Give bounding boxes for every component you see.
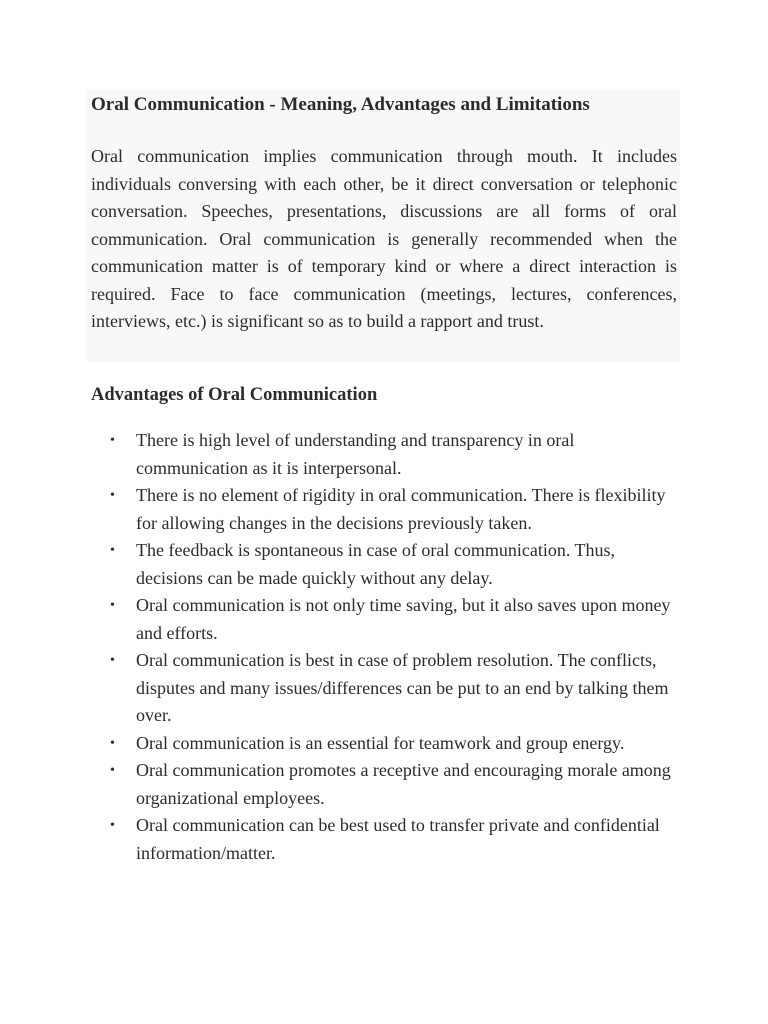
document-title: Oral Communication - Meaning, Advantages and Limitations [91,94,590,115]
advantage-text: Oral communication promotes a receptive and encouraging morale among organizational employees. [136,760,671,808]
intro-paragraph: Oral communication implies communication through mouth. It includes individuals conversing with each other, be it direct conversation or telephonic conversation. Speeches, presentations, discussions are all forms of oral communication. Oral communication is generally recommended when the communication matter is of temporary kind or where a direct interaction is required. Face to face communication (meetings, lectures, conferences, interviews, etc.) is significant so as to build a rapport and trust. [91,146,677,331]
advantage-text: Oral communication is an essential for teamwork and group energy. [136,732,625,753]
advantage-text: There is high level of understanding and transparency in oral communication as it is interpersonal. [136,430,575,478]
advantage-text: Oral communication is not only time saving, but it also saves upon money and efforts. [136,595,671,643]
advantages-heading: Advantages of Oral Communication [91,385,378,405]
advantage-item [106,812,676,867]
advantage-item [106,537,676,592]
bullet-icon: • [110,598,115,613]
advantage-item [106,647,676,730]
advantage-item [106,482,676,537]
bullet-icon: • [110,735,115,751]
bullet-icon: • [110,653,115,668]
advantage-item [106,592,676,647]
advantage-item [106,427,676,482]
advantage-text: There is no element of rigidity in oral communication. There is flexibility for allowing changes in the decisions previously taken. [136,485,666,533]
advantage-item [106,730,676,758]
advantage-text: Oral communication is best in case of problem resolution. The conflicts, disputes and many issues/differences can be put to an end by talking them over. [136,650,669,725]
advantage-text: The feedback is spontaneous in case of oral communication. Thus, decisions can be made quickly without any delay. [136,540,616,588]
advantage-text: Oral communication can be best used to transfer private and confidential information/matter. [136,815,660,863]
bullet-icon: • [110,488,115,503]
bullet-icon: • [110,763,115,778]
advantages-list [106,427,676,867]
bullet-icon: • [110,818,115,833]
advantage-item [106,757,676,812]
bullet-icon: • [110,433,115,448]
bullet-icon: • [110,543,115,558]
